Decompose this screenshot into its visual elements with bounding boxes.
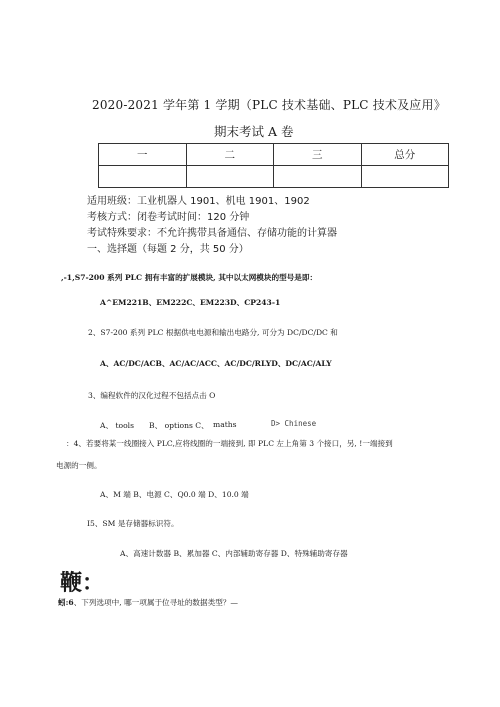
- question-4-line-2: 电源的一侧。: [56, 461, 102, 470]
- question-2: 2、S7-200 系列 PLC 根据供电电源和输出电路分, 可分为 DC/DC/DC 和: [88, 328, 338, 337]
- exam-mode: 考核方式：闭卷考试时间：120 分钟: [87, 212, 250, 223]
- score-cell-3[interactable]: [274, 166, 362, 188]
- question-4-line-1: ：4、若要将某一线圈接入 PLC,应将线圈的一端接到, 即 PLC 左上角第 3 个接口，另, !一端接到: [66, 439, 393, 448]
- special-requirement: 考试特殊要求：不允许携带具备通信、存储功能的计算器: [87, 228, 337, 239]
- score-cell-total[interactable]: [361, 166, 449, 188]
- score-value-row: [99, 166, 449, 188]
- score-cell-2[interactable]: [186, 166, 274, 188]
- applicable-class: 适用班级：工业机器人 1901、机电 1901、1902: [87, 196, 310, 207]
- score-table: [98, 143, 449, 188]
- score-col-1: 一: [99, 144, 187, 166]
- question-3-option-b: B、 options C、: [149, 421, 209, 430]
- question-6-text: 、下列选项中, 哪一项属于位寻址的数据类型？—: [73, 598, 238, 607]
- section-one-heading: 一、选择题（每题 2 分，共 50 分）: [87, 244, 249, 255]
- question-3-option-c: maths: [213, 420, 237, 429]
- question-3-option-a: A、 tools: [100, 421, 135, 430]
- question-3: 3、编程软件的汉化过程不包括点击 O: [88, 391, 216, 400]
- score-col-total: 总分: [361, 144, 449, 166]
- score-col-2: 二: [186, 144, 274, 166]
- score-col-3: 三: [274, 144, 362, 166]
- question-1: ,-1,S7-200 系列 PLC 拥有丰富的扩展模块, 其中以太网模块的型号是即：: [61, 273, 318, 282]
- question-5-options: A、高速计数器 B、累加器 C、内部辅助寄存器 D、特殊辅助寄存器: [120, 549, 348, 558]
- question-1-options: A^EM221B、EM222C、EM223D、CP243-1: [100, 298, 281, 307]
- exam-subtitle: 期末考试 A 卷: [214, 124, 294, 139]
- margin-character: 鞭：: [60, 570, 105, 596]
- score-cell-1[interactable]: [99, 166, 187, 188]
- score-header-row: [99, 144, 449, 166]
- question-2-options: A、AC/DC/ACB、AC/AC/ACC、AC/DC/RLYD、DC/AC/ALY: [100, 359, 332, 368]
- question-3-option-d: D> Chinese: [271, 419, 317, 428]
- question-4-options: A、M 端 B、电源 C、Q0.0 端 D、10.0 端: [100, 490, 249, 499]
- question-5: I5、SM 是存储器标识符。: [87, 519, 179, 528]
- question-6-prefix: 蚓:6: [58, 598, 74, 607]
- question-6: [58, 597, 238, 608]
- exam-title: 2020-2021 学年第 1 学期（PLC 技术基础、PLC 技术及应用》: [92, 98, 446, 112]
